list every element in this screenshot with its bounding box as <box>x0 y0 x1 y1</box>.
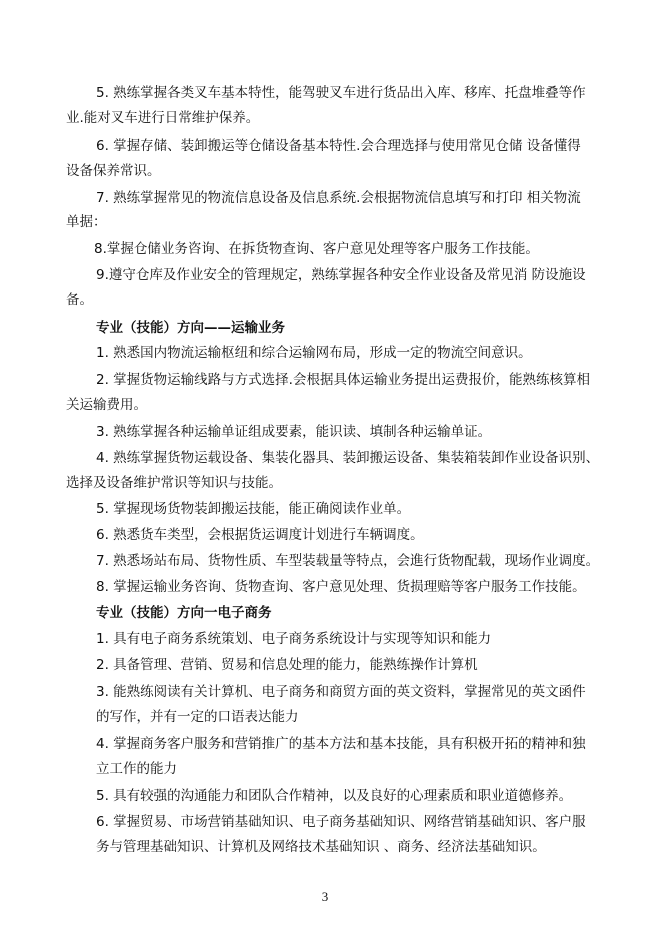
warehouse-item-5-line-1: 5. 熟练掌握各类叉车基本特性，能驾驶叉车进行货品出入库、移库、托盘堆叠等作 <box>96 85 586 101</box>
transport-item-5: 5. 掌握现场货物装卸搬运技能，能正确阅读作业单。 <box>96 501 411 517</box>
transport-item-6: 6. 熟悉货车类型，会根据货运调度计划进行车辆调度。 <box>96 527 424 543</box>
warehouse-item-9-line-1: 9.遵守仓库及作业安全的管理规定，熟练掌握各种安全作业设备及常见消 防设施设 <box>96 267 586 283</box>
page-number: 3 <box>321 889 329 904</box>
ecommerce-item-1: 1. 具有电子商务系统策划、电子商务系统设计与实现等知识和能力 <box>96 631 492 647</box>
warehouse-item-7-line-2: 单据： <box>66 214 107 230</box>
ecommerce-item-5: 5. 具有较强的沟通能力和团队合作精神，以及良好的心理素质和职业道德修养。 <box>96 788 573 804</box>
transport-item-8: 8. 掌握运输业务咨询、货物查询、客户意见处理、货损理赔等客户服务工作技能。 <box>96 579 586 595</box>
ecommerce-item-6-line-1: 6. 掌握贸易、市场营销基础知识、电子商务基础知识、网络营销基础知识、客户服 <box>96 814 586 830</box>
transport-item-3: 3. 熟练掌握各种运输单证组成要素，能识读、填制各种运输单证。 <box>96 424 492 440</box>
warehouse-item-9-line-2: 备。 <box>66 292 93 308</box>
ecommerce-item-3-line-2: 的写作，并有一定的口语表达能力 <box>96 709 299 725</box>
ecommerce-item-4-line-2: 立工作的能力 <box>96 761 177 777</box>
ecommerce-item-2: 2. 具备管理、营销、贸易和信息处理的能力，能熟练操作计算机 <box>96 657 478 673</box>
warehouse-item-5-line-2: 业.能对叉车进行日常维护保养。 <box>66 110 260 126</box>
transport-item-4-line-1: 4. 熟练掌握货物运载设备、集装化器具、装卸搬运设备、集装箱装卸作业设备识别、 <box>96 450 600 466</box>
transport-item-7: 7. 熟悉场站布局、货物性质、车型装载量等特点，会進行货物配载，现场作业调度。 <box>96 553 600 569</box>
transport-item-2-line-2: 关运输费用。 <box>66 397 147 413</box>
warehouse-item-7-line-1: 7. 熟练掌握常见的物流信息设备及信息系统.会根据物流信息填写和打印 相关物流 <box>96 190 581 206</box>
transport-item-2-line-1: 2. 掌握货物运输线路与方式选择.会根据具体运输业务提出运费报价，能熟练核算相 <box>96 372 590 388</box>
warehouse-item-8: 8.掌握仓储业务咨询、在拆货物查询、客户意见处理等客户服务工作技能。 <box>94 241 539 257</box>
ecommerce-heading: 专业（技能）方向一电子商务 <box>96 605 272 621</box>
ecommerce-item-4-line-1: 4. 掌握商务客户服务和营销推广的基本方法和基本技能，具有积极开拓的精神和独 <box>96 736 586 752</box>
ecommerce-item-3-line-1: 3. 能熟练阅读有关计算机、电子商务和商贸方面的英文资料，掌握常见的英文函件 <box>96 684 586 700</box>
warehouse-item-6-line-1: 6. 掌握存储、装卸搬运等仓储设备基本特性.会合理选择与使用常见仓储 设备懂得 <box>96 138 581 154</box>
warehouse-item-6-line-2: 设备保养常识。 <box>66 163 161 179</box>
ecommerce-item-6-line-2: 务与管理基础知识、计算机及网络技术基础知识 、商务、经济法基础知识。 <box>96 839 546 855</box>
transport-item-1: 1. 熟悉国内物流运输枢纽和综合运输网布局，形成一定的物流空间意识。 <box>96 345 532 361</box>
transport-item-4-line-2: 选择及设备维护常识等知识与技能。 <box>66 475 282 491</box>
transport-heading: 专业（技能）方向——运输业务 <box>96 320 285 336</box>
